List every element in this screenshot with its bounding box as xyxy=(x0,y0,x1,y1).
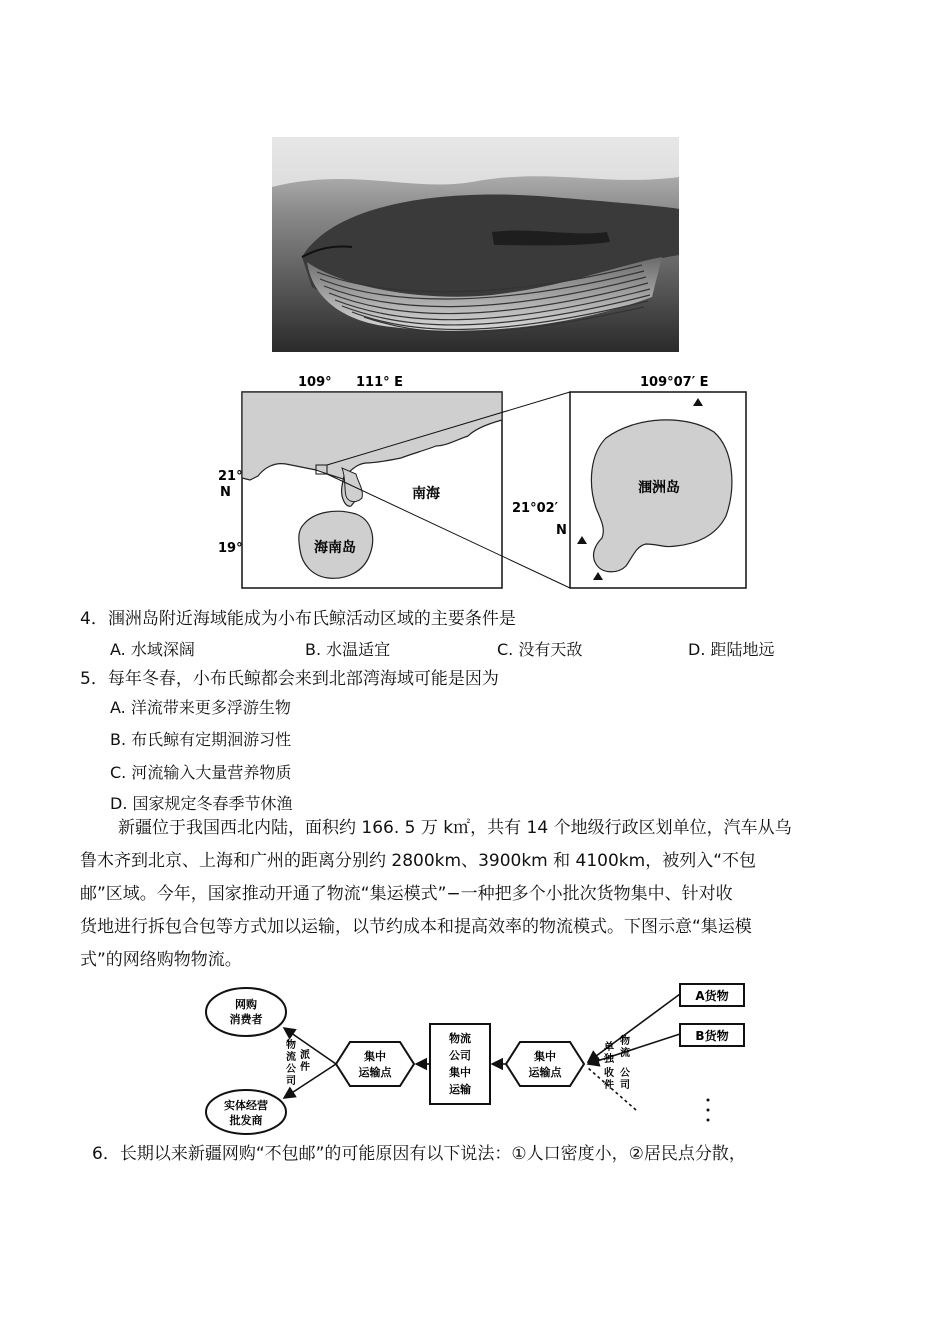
company-char-4: 司 xyxy=(620,1080,630,1091)
q5-option-a[interactable]: A. 洋流带来更多浮游生物 xyxy=(110,698,291,717)
q5-stem: 5．每年冬春，小布氏鲸都会来到北部湾海域可能是因为 xyxy=(80,669,499,689)
center-label-4: 运输 xyxy=(449,1083,471,1096)
q4-option-b[interactable]: B. 水温适宜 xyxy=(305,640,391,659)
q4-stem: 4．涠洲岛附近海域能成为小布氏鲸活动区域的主要条件是 xyxy=(80,609,516,629)
company-char-3: 公 xyxy=(620,1068,630,1079)
right-hub-label-2: 运输点 xyxy=(528,1066,562,1079)
weizhou-label: 涠洲岛 xyxy=(638,480,680,496)
passage xyxy=(80,812,858,977)
left-hub-label-2: 运输点 xyxy=(358,1066,392,1079)
left-hub-node xyxy=(336,1042,414,1086)
right-hub-label-1: 集中 xyxy=(534,1050,556,1063)
goods-b-label: B货物 xyxy=(695,1029,729,1043)
delivery-char-2: 流 xyxy=(286,1052,296,1063)
q4-option-a[interactable]: A. 水域深阔 xyxy=(110,640,195,659)
delivery-char-3: 公 xyxy=(286,1064,296,1075)
inset-lon-label: 109°07′ E xyxy=(640,375,709,390)
q5-option-c[interactable]: C. 河流输入大量营养物质 xyxy=(110,763,292,782)
center-label-2: 公司 xyxy=(449,1049,471,1062)
whale-photo-icon xyxy=(272,137,679,352)
south-sea-label: 南海 xyxy=(412,486,440,502)
passage-line-2: 鲁木齐到北京、上海和广州的距离分别约 2800km、3900km 和 4100km，被列入“不包 xyxy=(80,851,757,871)
logistics-flow-diagram xyxy=(200,978,750,1140)
retailer-label-2: 批发商 xyxy=(229,1114,263,1127)
retailer-node xyxy=(206,1090,286,1134)
lon-111-label: 111° E xyxy=(356,375,404,390)
passage-line-4: 货地进行拆包合包等方式加以运输，以节约成本和提高效率的物流模式。下图示意“集运模 xyxy=(80,917,752,937)
q5-option-b[interactable]: B. 布氏鲸有定期洄游习性 xyxy=(110,730,292,749)
lon-109-label: 109° xyxy=(298,375,332,390)
left-hub-label-1: 集中 xyxy=(364,1050,386,1063)
center-label-1: 物流 xyxy=(449,1032,471,1045)
location-map xyxy=(206,368,751,594)
consumer-label-2: 消费者 xyxy=(229,1013,263,1026)
whale-photo xyxy=(272,137,679,352)
lat-19-label: 19° xyxy=(218,541,243,556)
dispatch-char-1: 派 xyxy=(300,1050,310,1061)
center-label-3: 集中 xyxy=(449,1066,471,1079)
inset-lat-n-label: N xyxy=(556,523,567,538)
company-char-2: 流 xyxy=(620,1048,630,1059)
single-char-1: 单 xyxy=(604,1042,614,1053)
collect-char-2: 件 xyxy=(604,1080,614,1091)
hainan-label: 海南岛 xyxy=(314,540,356,556)
q4-option-d[interactable]: D. 距陆地远 xyxy=(688,640,775,659)
single-char-2: 独 xyxy=(604,1054,614,1065)
passage-line-1: 新疆位于我国西北内陆，面积约 166. 5 万 k㎡，共有 14 个地级行政区划单位，汽车从乌 xyxy=(118,818,792,838)
consumer-node xyxy=(206,988,286,1036)
lat-21-label: 21° xyxy=(218,469,243,484)
consumer-label-1: 网购 xyxy=(235,998,257,1011)
passage-line-3: 邮”区域。今年，国家推动开通了物流“集运模式”−一种把多个小批次货物集中、针对收 xyxy=(80,884,733,904)
goods-a-label: A货物 xyxy=(695,989,729,1003)
passage-line-5: 式”的网络购物物流。 xyxy=(80,950,242,970)
dispatch-char-2: 件 xyxy=(300,1062,310,1073)
q4-option-c[interactable]: C. 没有天敌 xyxy=(497,640,583,659)
company-char-1: 物 xyxy=(620,1036,630,1047)
retailer-label-1: 实体经营 xyxy=(224,1099,268,1112)
q5-option-d[interactable]: D. 国家规定冬春季节休渔 xyxy=(110,794,293,813)
delivery-char-4: 司 xyxy=(286,1076,296,1087)
collect-char-1: 收 xyxy=(604,1068,614,1079)
lat-21-n-label: N xyxy=(220,485,231,500)
inset-lat-label: 21°02′ xyxy=(512,501,559,516)
right-hub-node xyxy=(506,1042,584,1086)
delivery-char-1: 物 xyxy=(286,1040,296,1051)
q6-stem: 6．长期以来新疆网购“不包邮”的可能原因有以下说法：①人口密度小，②居民点分散， xyxy=(92,1144,746,1164)
